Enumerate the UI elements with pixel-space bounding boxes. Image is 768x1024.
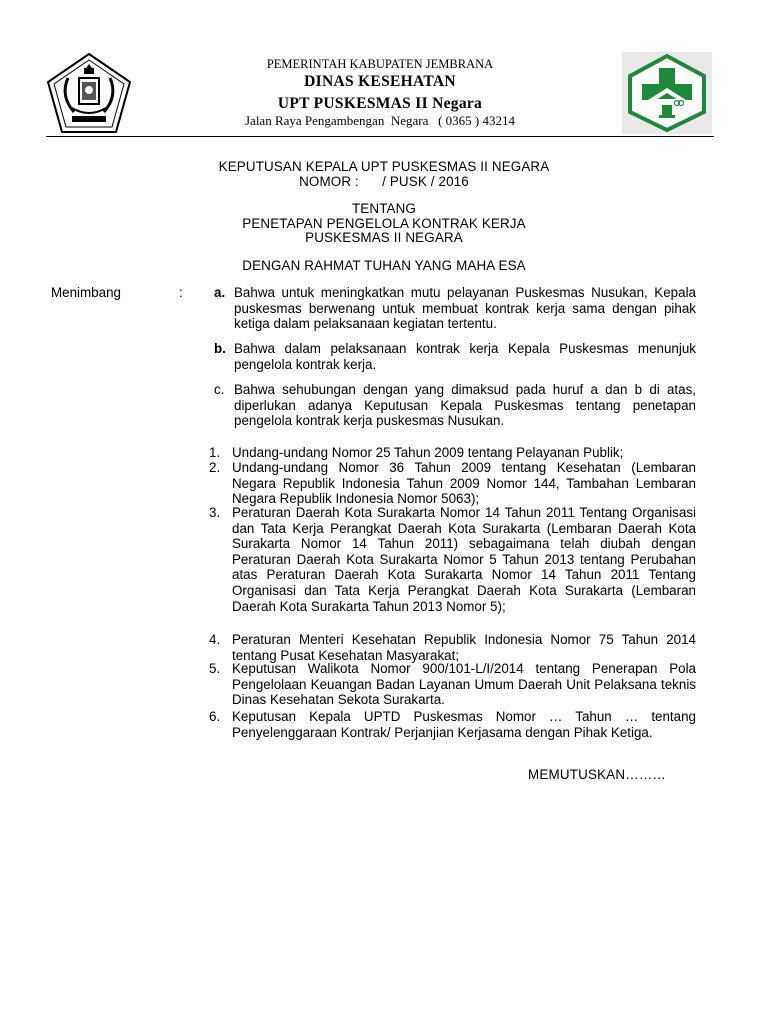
mengingat-marker-6: 6.	[209, 709, 221, 724]
menimbang-label: Menimbang	[51, 285, 121, 300]
mengingat-item-2: Undang-undang Nomor 36 Tahun 2009 tentang Kesehatan (Lembaran Negara Republik Indonesia Tahun 2009 Nomor 144, Tambahan Lembaran Negara Republik Indonesia Nomor 5063);	[232, 460, 696, 507]
menimbang-item-c: Bahwa sehubungan dengan yang dimaksud pada huruf a dan b di atas, diperlukan adanya Keputusan Kepala Puskesmas tentang penetapan pengelola kontrak kerja puskesmas Nusukan.	[234, 382, 696, 429]
mengingat-item-1: Undang-undang Nomor 25 Tahun 2009 tentang Pelayanan Publik;	[232, 445, 624, 460]
decree-subject-line2: PUSKESMAS II NEGARA	[305, 230, 463, 245]
puskesmas-logo-icon	[622, 52, 712, 134]
header-government: PEMERINTAH KABUPATEN JEMBRANA	[266, 57, 494, 71]
mengingat-marker-1: 1.	[209, 445, 221, 460]
decree-invocation: DENGAN RAHMAT TUHAN YANG MAHA ESA	[242, 258, 526, 273]
header-unit: UPT PUSKESMAS II Negara	[277, 95, 483, 112]
mengingat-item-6: Keputusan Kepala UPTD Puskesmas Nomor … Tahun … tentang Penyelenggaraan Kontrak/ Perjanjian Kerjasama dengan Pihak Ketiga.	[232, 709, 696, 740]
memutuskan-heading: MEMUTUSKAN………	[528, 767, 666, 782]
mengingat-item-4: Peraturan Menteri Kesehatan Republik Indonesia Nomor 75 Tahun 2014 tentang Pusat Kesehatan Masyarakat;	[232, 632, 696, 663]
mengingat-marker-5: 5.	[209, 661, 221, 676]
menimbang-colon: :	[179, 285, 183, 300]
jembrana-crest-icon	[46, 52, 132, 134]
menimbang-marker-a: a.	[214, 285, 226, 300]
header-agency: DINAS KESEHATAN	[304, 73, 456, 90]
decree-title: KEPUTUSAN KEPALA UPT PUSKESMAS II NEGARA	[218, 159, 550, 174]
decree-about-label: TENTANG	[351, 201, 417, 216]
mengingat-item-3: Peraturan Daerah Kota Surakarta Nomor 14 Tahun 2011 Tentang Organisasi dan Tata Kerja Perangkat Daerah Kota Surakarta (Lembaran Daerah Kota Surakarta Nomor 14 Tahun 2011) sebagaimana telah diubah dengan Peraturan Daerah Kota Surakarta Nomor 5 Tahun 2013 tentang Perubahan atas Peraturan Daerah Kota Surakarta Nomor 14 Tahun 2011 Tentang Organisasi dan Tata Kerja Perangkat Daerah Kota Surakarta (Lembaran Daerah Kota Surakarta Tahun 2013 Nomor 5);	[232, 505, 696, 614]
mengingat-marker-4: 4.	[209, 632, 221, 647]
decree-number: NOMOR : / PUSK / 2016	[299, 174, 469, 189]
decree-subject-line1: PENETAPAN PENGELOLA KONTRAK KERJA	[242, 216, 526, 231]
menimbang-item-b: Bahwa dalam pelaksanaan kontrak kerja Kepala Puskesmas menunjuk pengelola kontrak kerja.	[234, 341, 696, 372]
header-address: Jalan Raya Pengambengan Negara ( 0365 ) 43214	[244, 113, 516, 128]
menimbang-marker-c: c.	[214, 382, 225, 397]
mengingat-marker-2: 2.	[209, 460, 221, 475]
mengingat-item-5: Keputusan Walikota Nomor 900/101-L/I/2014 tentang Penerapan Pola Pengelolaan Keuangan Badan Layanan Umum Daerah Unit Pelaksana teknis Dinas Kesehatan Sekota Surakarta.	[232, 661, 696, 708]
header-divider	[46, 136, 714, 137]
menimbang-marker-b: b.	[214, 341, 226, 356]
menimbang-item-a: Bahwa untuk meningkatkan mutu pelayanan Puskesmas Nusukan, Kepala puskesmas berwenang untuk membuat kontrak kerja sama dengan pihak ketiga dalam pelaksanaan kegiatan tertentu.	[234, 285, 696, 332]
mengingat-marker-3: 3.	[209, 505, 221, 520]
